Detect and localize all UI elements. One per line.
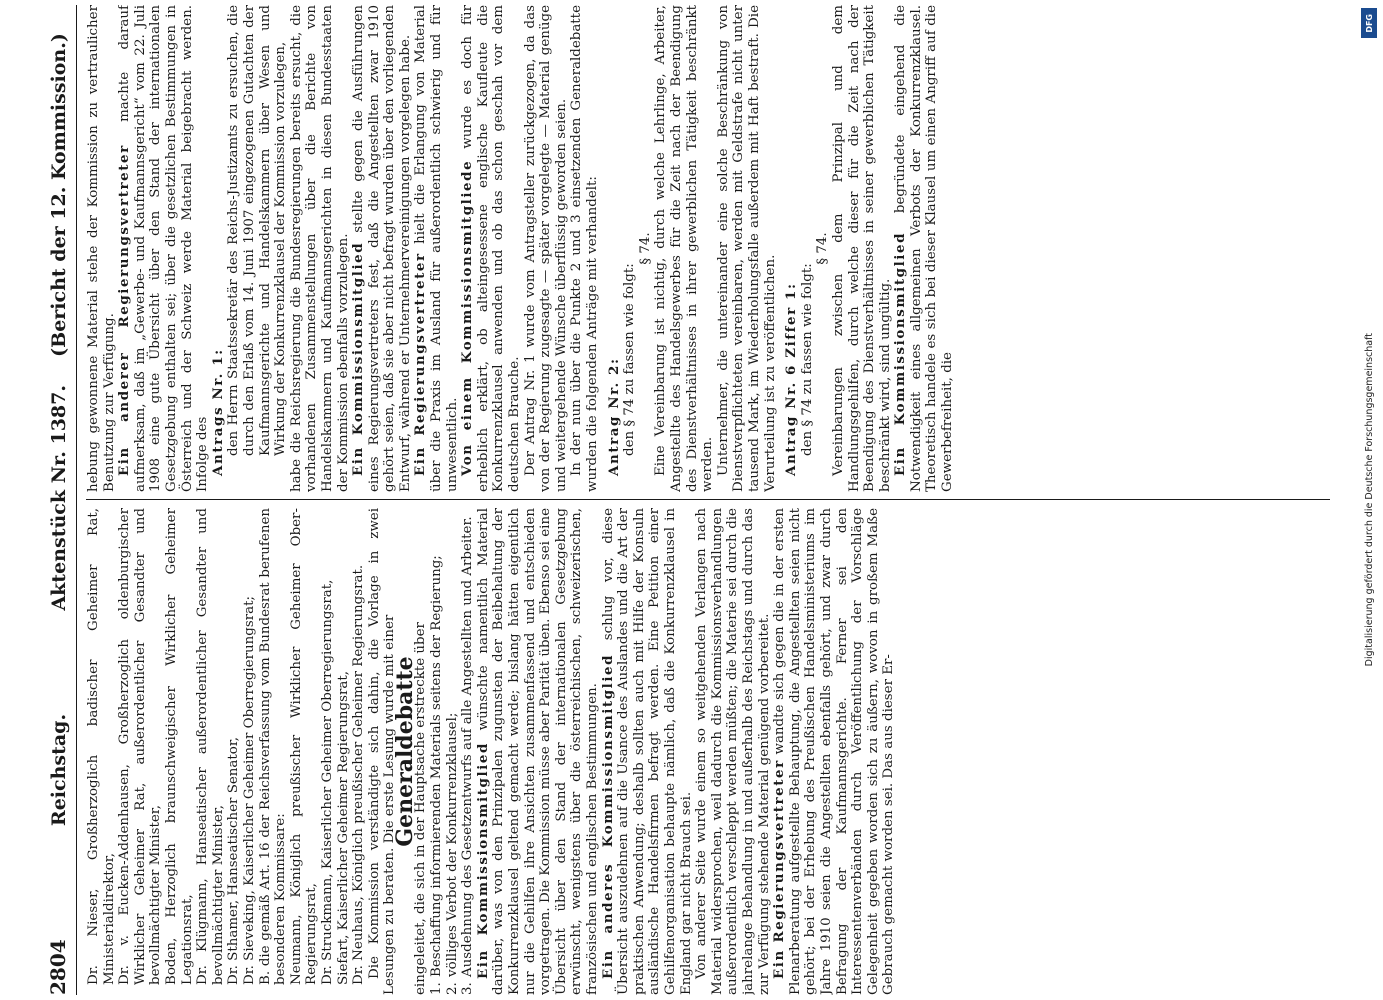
paragraph: In der nun über die Punkte 2 und 3 einsetzenden Generaldebatte wurden die folgenden Anträge mit verhandelt: — [569, 5, 600, 492]
page-number: 2804 — [46, 939, 70, 995]
list-item: 2.völliges Verbot der Konkurrenzklausel; — [444, 712, 460, 995]
page-header — [46, 5, 77, 995]
antrag-intro: den § 74 zu fassen wie folgt: — [799, 263, 815, 456]
digitization-note: Digitalisierung gefördert durch die Deutsche Forschungsgemeinschaft — [1363, 333, 1375, 667]
paragraph: hebung gewonnene Material stehe der Kommission zu vertraulicher Benutzung zur Verfügung. — [86, 5, 117, 492]
paragraph-sign: § 74. — [637, 232, 653, 265]
paragraph: habe die Reichsregierung die Bundesregierungen bereits ersucht, die vorhandenen Zusammenstellungen über die Berichte von Handelskammern und Kaufmannsgerichten in diesen Bundesstaaten der Kommission ebenfalls vorzulegen. — [288, 5, 351, 492]
member-entry: Dr. Nieser, Großherzoglich badischer Geheimer Rat, Ministerialdirektor, — [86, 508, 117, 985]
antrag-text: den Herrn Staatssekretär des Reichs-Justizamts zu ersuchen, die durch den Erlaß vom 14. Juni 1907 eingezogenen Gutachten der Kaufmannsgerichte und Handelskammern über Wesen und Wirkung der Konkurrenzklausel der Kommission vorzulegen, — [226, 5, 289, 456]
antrag-text: Vereinbarungen zwischen dem Prinzipal und dem Handlungsgehilfen, durch welche dieser für die Zeit nach der Beendigung des Dienstverhältnisses in seiner gewerblichen Tätigkeit beschränkt wird, sind ungültig. — [830, 5, 893, 492]
paragraph: Ein anderes Kommissionsmitglied schlug vor, diese Übersicht auszudehnen auf die Usance des Auslandes und die Art der praktischen Anwendung; deshalb sollten auch mit Hilfe der Konsuln ausländische Handelsfirmen befragt werden. Eine Petition einer Gehilfenorganisation behaupte nämlich, daß die Konkurrenzklausel in England gar nicht Brauch sei. — [599, 508, 694, 995]
paragraph: Ein anderer Regierungsvertreter machte darauf aufmerksam, daß im „Gewerbe- und Kaufmannsgericht“ vom 22. Juli 1908 eine gute Übersicht über den Stand der internationalen Gesetzgebung enthalten sei; über die gesetzlichen Bestimmungen in Österreich und der Schweiz werde Material beigebracht werden. Infolge des — [116, 5, 211, 492]
member-entry: Dr. Sieveking, Kaiserlicher Geheimer Oberregierungsrat; — [241, 596, 257, 985]
member-entry: Dr. v. Eucken-Addenhausen, Großherzoglich oldenburgischer Wirklicher Geheimer Rat, außerordentlicher Gesandter und bevollmächtigter Minister, — [117, 508, 164, 985]
antrag-text: Eine Vereinbarung ist nichtig, durch welche Lehrlinge, Arbeiter, Angestellte des Handelsgewerbes für die Zeit nach der Beendigung des Dienstverhältnisses in ihrer gewerblichen Tätigkeit beschränkt werden. — [653, 5, 716, 492]
commissioner-entry: Dr. Neuhaus, Königlich preußischer Geheimer Regierungsrat. — [351, 564, 367, 985]
dfg-logo: DFG — [1361, 8, 1377, 38]
right-column — [86, 5, 1336, 492]
paragraph: Ein Regierungsvertreter hielt die Erlangung von Material über die Praxis im Ausland für außerordentlich schwierig und für unwesentlich. — [412, 5, 460, 492]
paragraph: Von einem Kommissionsmitgliede wurde es doch für erheblich erklärt, ob alteingesessene englische Kaufleute die Konkurrenzklausel anwenden und ob das schon geschah vor dem deutschen Brauche. — [459, 5, 523, 492]
antrag-label: Antrags Nr. 1: — [209, 348, 226, 476]
document-page — [46, 5, 1336, 995]
member-entry: Dr. Sthamer, Hanseatischer Senator, — [226, 736, 242, 985]
antrag-text: Unternehmer, die untereinander eine solche Beschränkung von Dienstverpflichteten vereinbaren, werden mit Geldstrafe nicht unter tausend Mark, im Wiederholungsfalle außerdem mit Haft bestraft. Die Verurteilung ist zu veröffentlichen. — [715, 5, 778, 492]
publication-title: Reichstag. — [48, 713, 70, 827]
antrag-label: Antrag Nr. 2: — [605, 357, 622, 476]
paragraph: Ein Regierungsvertreter wandte sich gegen die in der ersten Plenarberatung aufgestellte Behauptung, die Angestellten seien nicht gehört; bei der Erhebung des Preußischen Handelsministeriums im Jahre 1910 seien die Angestellten ebenfalls gehört, und zwar durch Befragung der Kaufmannsgerichte. Ferner sei den Interessentenverbänden durch Veröffentlichung der Vorschläge Gelegenheit gegeben worden sich zu äußern, wovon in großem Maße Gebrauch gemacht worden sei. Das aus dieser Er- — [771, 508, 897, 995]
commissioner-entry: Dr. Struckmann, Kaiserlicher Geheimer Oberregierungsrat, — [319, 579, 335, 985]
section-b: B. die gemäß Art. 16 der Reichsverfassung vom Bundesrat berufenen besonderen Kommissare: — [257, 508, 289, 985]
report-title: (Bericht der 12. Kommission.) — [48, 33, 70, 357]
paragraph: Ein Kommissionsmitglied wünschte namentlich Material darüber, was von den Prinzipalen zugunsten der Beibehaltung der Konkurrenzklausel geltend gemacht werde; bislang hätten eigentlich nur die Gehilfen ihre Ansichten zusammenfassend und entschieden vorgetragen. Die Kommission müsse aber Parität üben. Ebenso sei eine Übersicht über den Stand der internationalen Gesetzgebung erwünscht, wenigstens über die österreichischen, schweizerischen, französischen und englischen Bestimmungen. — [474, 508, 600, 995]
document-number: Aktenstück Nr. 1387. — [48, 385, 70, 611]
paragraph-sign: § 74. — [815, 232, 831, 265]
section-heading: Generaldebatte — [391, 656, 418, 847]
antrag-intro: den § 74 zu fassen wie folgt: — [622, 263, 638, 456]
member-entry: Dr. Klügmann, Hanseatischer außerordentlicher Gesandter und bevollmächtigter Minister, — [195, 508, 226, 985]
gd-intro: eingeleitet, die sich in der Hauptsache erstreckte über — [413, 622, 429, 995]
list-item: 1.Beschaffung informierenden Materials seitens der Regierung; — [429, 555, 445, 995]
paragraph: Der Antrag Nr. 1 wurde vom Antragsteller zurückgezogen, da das von der Regierung zugesagte — später vorgelegte — Material genüge und weitergehende Wünsche überflüssig geworden seien. — [522, 5, 569, 492]
paragraph: Von anderer Seite wurde einem so weitgehenden Verlangen nach Material widersprochen, weil dadurch die Kommissionsverhandlungen außerordentlich verschleppt werden müßten; die Materie sei durch die jahrelange Behandlung in und außerhalb des Reichstags und durch das zur Verfügung stehende Material genügend vorbereitet. — [694, 508, 772, 995]
left-column — [86, 508, 1336, 995]
intro-paragraph: Die Kommission verständigte sich dahin, die Vorlage in zwei Lesungen zu beraten. Die erste Lesung wurde mit einer — [366, 508, 398, 995]
member-entry: Boden, Herzoglich braunschweigischer Wirklicher Geheimer Legationsrat, — [163, 508, 195, 985]
commissioner-entry: Neumann, Königlich preußischer Wirklicher Geheimer Ober-Regierungsrat, — [288, 508, 320, 985]
paragraph: Ein Kommissionsmitglied stellte gegen die Ausführungen eines Regierungsvertreters fest, daß die Angestellten zwar 1910 gehört seien, daß sie aber nicht befragt wurden über den vorliegenden Entwurf, während er Unternehmervereinigungen vorgelegen habe. — [350, 5, 413, 492]
list-item: 3.Ausdehnung des Gesetzentwurfs auf alle Angestellten und Arbeiter. — [460, 516, 476, 995]
commissioner-entry: Siefart, Kaiserlicher Geheimer Regierungsrat, — [335, 671, 351, 985]
column-divider — [86, 499, 1330, 500]
antrag-label: Antrag Nr. 6 Ziffer 1: — [783, 282, 800, 476]
paragraph: Ein Kommissionsmitglied begründete eingehend die Notwendigkeit eines allgemeinen Verbots der Konkurrenzklausel. Theoretisch handele es sich bei dieser Klausel um einen Angriff auf die Gewerbefreiheit, die — [892, 5, 956, 492]
